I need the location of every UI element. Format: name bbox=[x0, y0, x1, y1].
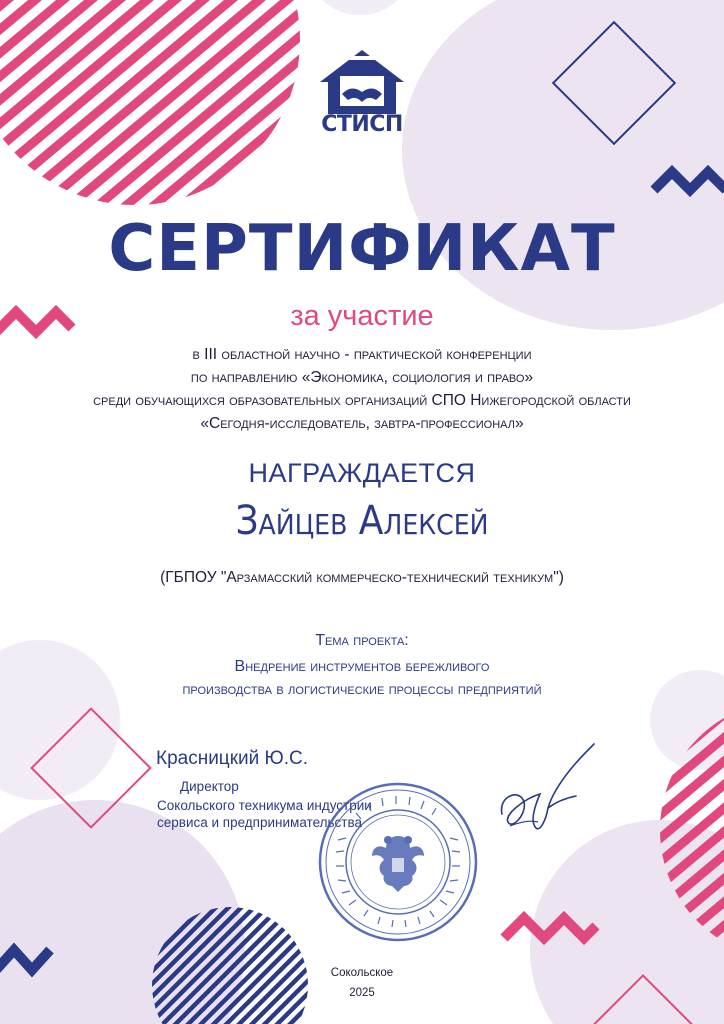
lavender-circle-top-center bbox=[305, 0, 415, 15]
place: Сокольское bbox=[330, 967, 394, 979]
signatory-position: Директор bbox=[180, 779, 239, 794]
signatory-name: Красницкий Ю.С. bbox=[156, 748, 308, 769]
event-description bbox=[0, 343, 724, 435]
project-topic bbox=[0, 655, 724, 701]
recipient-name: Зайцев Алексей bbox=[235, 498, 489, 544]
topic-label: Тема проекта: bbox=[315, 632, 409, 649]
description-line: в III областной научно - практической конференции bbox=[192, 346, 532, 363]
topic-line: Внедрение инструментов бережливого bbox=[234, 658, 490, 675]
description-line: среди обучающихся образовательных организаций СПО Нижегородской области bbox=[93, 392, 631, 409]
official-seal-icon bbox=[316, 780, 480, 944]
year: 2025 bbox=[349, 987, 375, 999]
pink-striped-circle-top-left bbox=[0, 0, 300, 205]
description-line: «Сегодня-исследователь, завтра-профессионал» bbox=[200, 415, 524, 432]
recipient-organization: (ГБПОУ "Арзамасский коммерческо-технический техникум") bbox=[160, 569, 564, 586]
signatory-org-line: Сокольского техникума индустрии bbox=[157, 798, 372, 813]
topic-line: производства в логистические процессы предприятий bbox=[182, 681, 542, 698]
logo-text: СТИСП bbox=[321, 112, 403, 137]
certificate-subtitle: за участие bbox=[290, 300, 434, 332]
place-and-year bbox=[312, 963, 412, 1003]
signature-icon bbox=[490, 736, 600, 846]
signatory-org-line: сервиса и предпринимательства bbox=[157, 815, 362, 830]
awarded-label: НАГРАЖДАЕТСЯ bbox=[248, 458, 476, 488]
certificate-title: СЕРТИФИКАТ bbox=[108, 212, 616, 286]
description-line: по направлению «Экономика, социология и право» bbox=[190, 369, 534, 386]
house-handshake-logo-icon bbox=[318, 48, 406, 116]
